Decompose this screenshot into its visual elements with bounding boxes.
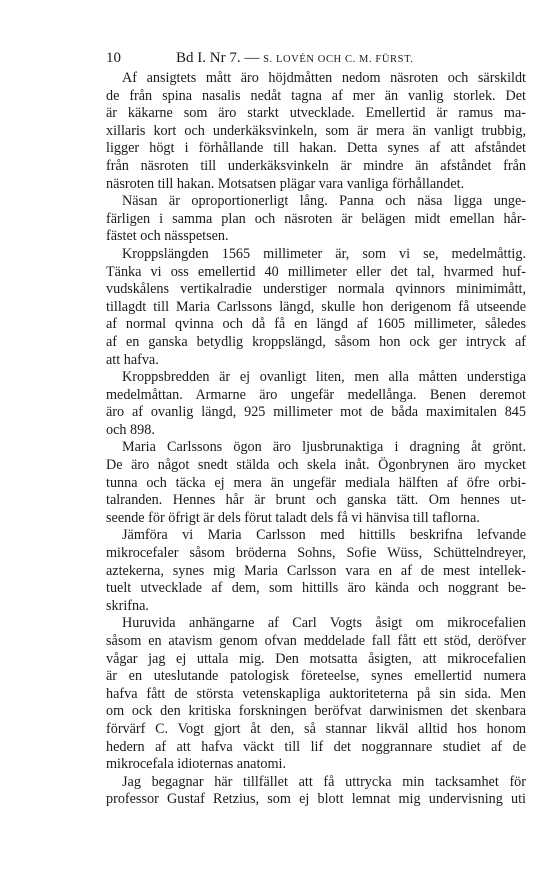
text-line: medelmåttan. Armarne äro ungefär medellånga. Benen deremot bbox=[106, 386, 526, 403]
text-line: skrifna. bbox=[106, 597, 149, 614]
body-text bbox=[106, 70, 526, 809]
text-line: och 898. bbox=[106, 421, 155, 438]
text-line: förvärf C. Vogt gjort åt den, så stannar likväl alltid hos honom bbox=[106, 720, 526, 737]
text-line: från näsroten till underkäksvinkeln är mindre än afståndet från bbox=[106, 157, 526, 174]
text-line: De äro något snedt stälda och skela inåt. Ögonbrynen äro mycket bbox=[106, 457, 526, 474]
text-line: tillagdt till Maria Carlssons längd, skulle hon derigenom få utseende bbox=[106, 298, 526, 315]
text-line: Kroppslängden 1565 millimeter är, som vi se, medelmåttig. bbox=[122, 245, 526, 262]
running-title bbox=[176, 50, 414, 67]
text-line: tuelt utvecklade af dem, som hittills äro kända och noggrant be- bbox=[106, 580, 526, 597]
text-line: af en ganska betydlig kroppslängd, såsom hon ock ger intryck af bbox=[106, 333, 526, 350]
text-line: fästet och nässpetsen. bbox=[106, 228, 229, 245]
page-header bbox=[106, 50, 526, 72]
text-line: Jämföra vi Maria Carlsson med hittills beskrifna lefvande bbox=[122, 527, 526, 544]
running-title-authors: S. LOVÉN OCH C. M. FÜRST. bbox=[263, 54, 414, 65]
text-line: såsom en atavism genom ofvan meddelade fall fått ett stöd, deröfver bbox=[106, 633, 526, 649]
text-line: talranden. Hennes hår är brunt och ganska tätt. Om hennes ut- bbox=[106, 492, 526, 509]
text-line: af normal qvinna och då få en längd af 1605 millimeter, således bbox=[106, 316, 526, 333]
text-line: om ock den kritiska forskningen beröfvat darwinismen det skenbara bbox=[106, 703, 526, 720]
text-line: hedern af att hafva väckt till lif det noggrannare studiet af de bbox=[106, 738, 526, 755]
text-line: Maria Carlssons ögon äro ljusbrunaktiga i dragning åt grönt. bbox=[122, 439, 526, 456]
text-line: att hafva. bbox=[106, 351, 159, 368]
text-line: aztekerna, synes mig Maria Carlsson vara en af de mest intellek- bbox=[106, 562, 526, 579]
text-line: Tänka vi oss emellertid 40 millimeter eller det tal, hvarmed huf- bbox=[106, 263, 526, 280]
text-line: de från spina nasalis nedåt tagna af mer än vanlig storlek. Det bbox=[106, 87, 526, 104]
text-line: xillaris kort och underkäksvinkeln, som är mera än vanligt trubbig, bbox=[106, 122, 526, 139]
text-line: tunna och täcka ej mera än ungefär mediala hälften af öfre orbi- bbox=[106, 474, 526, 491]
text-line: seende för öfrigt är dels förut taladt dels få vi hänvisa till taflorna. bbox=[106, 509, 480, 526]
text-line: professor Gustaf Retzius, som ej blott lemnat mig undervisning uti bbox=[106, 791, 526, 808]
text-line: vågar jag ej uttala mig. Den motsatta åsigten, att mikrocefalien bbox=[106, 650, 526, 667]
text-line: färligen i samma plan och näsroten är belägen midt emellan hår- bbox=[106, 210, 526, 227]
text-line: Kroppsbredden är ej ovanligt liten, men alla måtten understiga bbox=[122, 369, 526, 386]
text-line: näsroten till hakan. Motsatsen plägar vara vanliga förhållandet. bbox=[106, 175, 465, 192]
text-line: äro af ovanlig längd, 925 millimeter mot de båda maximitalen 845 bbox=[106, 404, 526, 421]
text-line: ligger högt i förhållande till hakan. Detta synes af att afståndet bbox=[106, 140, 526, 157]
running-title-volume: Bd I. Nr 7. — bbox=[176, 50, 260, 66]
text-line: är en uteslutande patologisk företeelse, synes emellertid numera bbox=[106, 668, 526, 685]
text-line: är käkarne som äro starkt utvecklade. Emellertid är ramus ma- bbox=[106, 105, 526, 122]
text-line: vudskålens vertikalradie understiger normala qvinnors minimimått, bbox=[106, 281, 526, 298]
text-line: Näsan är oproportionerligt lång. Panna och näsa ligga unge- bbox=[122, 193, 526, 210]
text-line: Af ansigtets mått äro höjdmåtten nedom näsroten och särskildt bbox=[122, 70, 526, 86]
text-lines bbox=[106, 70, 526, 809]
page-number: 10 bbox=[106, 50, 121, 66]
text-line: mikrocefaler såsom bröderna Sohns, Sofie Wüss, Schüttelndreyer, bbox=[106, 545, 526, 562]
text-line: Huruvida anhängarne af Carl Vogts åsigt om mikrocefalien bbox=[122, 615, 526, 632]
text-line: hafva fått de största vetenskapliga auktoriteterna på sin sida. Men bbox=[106, 685, 526, 702]
text-line: mikrocefala idioternas anatomi. bbox=[106, 756, 287, 773]
text-line: Jag begagnar här tillfället att få uttrycka min tacksamhet för bbox=[122, 773, 526, 790]
